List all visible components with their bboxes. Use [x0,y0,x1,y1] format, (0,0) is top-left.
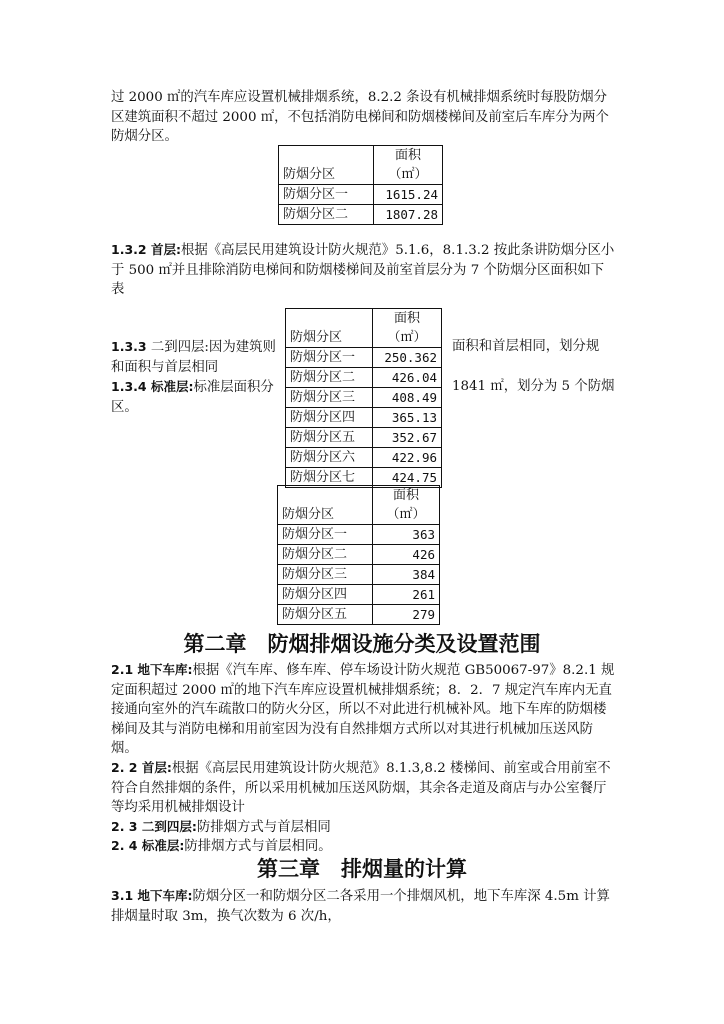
zone-area: 363 [373,525,440,545]
section-2-3 [111,817,616,838]
zone-name: 防烟分区四 [286,408,373,428]
zone-area: 422.96 [373,448,442,468]
section-1-3-4-left [111,377,279,417]
table-row [279,205,443,225]
section-text: 标准层面积分区。 [111,380,274,415]
table-header-area: 面积 [373,309,442,329]
zone-name: 防烟分区一 [278,525,373,545]
zone-name: 防烟分区三 [278,565,373,585]
section-text: 二到四层:因为建筑则和面积与首层相同 [111,340,276,375]
table-standard-floor-zones [277,485,440,625]
section-1-3-4-right: 1841 ㎡，划分为 5 个防烟 [452,379,615,394]
table-basement-zones [278,145,443,225]
table-header-unit: （㎡） [373,328,442,348]
table-row [278,605,440,625]
intro-paragraph: 过 2000 ㎡的汽车库应设置机械排烟系统，8.2.2 条设有机械排烟系统时每股防烟分区建筑面积不超过 2000 ㎡，不包括消防电梯间和防烟楼梯间及前室后车库分为两个防烟分区。 [111,90,609,145]
zone-name: 防烟分区一 [286,348,373,368]
zone-area: 424.75 [373,468,442,488]
zone-name: 防烟分区六 [286,448,373,468]
zone-name: 防烟分区五 [286,428,373,448]
section-text: 防排烟方式与首层相同 [196,820,331,835]
table-row [278,585,440,605]
section-label: 3.1 地下车库: [111,888,193,903]
section-text: 根据《高层民用建筑设计防火规范》5.1.6，8.1.3.2 按此条讲防烟分区小于 500 ㎡并且排除消防电梯间和防烟楼梯间及前室首层分为 7 个防烟分区面积如下表 [111,243,615,298]
zone-name: 防烟分区二 [278,545,373,565]
zone-area: 384 [373,565,440,585]
zone-name: 防烟分区七 [286,468,373,488]
zone-area: 352.67 [373,428,442,448]
section-label: 1.3.3 [111,339,147,354]
table-header-zone: 防烟分区 [286,309,373,348]
section-2-1 [111,660,616,759]
table-row [286,368,442,388]
zone-name: 防烟分区五 [278,605,373,625]
section-1-3-3-left [111,337,281,377]
zone-area: 365.13 [373,408,442,428]
table-row [278,525,440,545]
section-text: 根据《高层民用建筑设计防火规范》8.1.3,8.2 楼梯间、前室或合用前室不符合自然排烟的条件，所以采用机械加压送风防烟，其余各走道及商店与办公室餐厅等均采用机械排烟设计 [111,761,611,816]
zone-area: 426 [373,545,440,565]
section-label: 2. 3 二到四层: [111,819,197,834]
table-header-unit: （㎡） [374,165,443,185]
zone-name: 防烟分区四 [278,585,373,605]
section-text: 根据《汽车库、修车库、停车场设计防火规范 GB50067-97》8.2.1 规定面积超过 2000 ㎡的地下汽车库应设置机械排烟系统；8．2．7 规定汽车库内无直接通向室外的汽车疏散口的防火分区，所以不对此进行机械补风。地下车库的防烟楼梯间及其与消防电梯和用前室因为没有自然排烟方式所以对其进行机械加压送风防烟。 [111,663,615,757]
section-label: 1.3.4 标准层: [111,379,194,394]
table-row [286,448,442,468]
table-header-unit: （㎡） [373,505,440,525]
table-header-zone: 防烟分区 [278,486,373,525]
table-header-area: 面积 [373,486,440,506]
section-1-3-3-right: 面积和首层相同，划分规 [452,339,600,354]
table-header-zone: 防烟分区 [279,146,374,185]
zone-area: 1615.24 [374,185,443,205]
section-1-3-2 [111,240,616,300]
section-3-1 [111,886,616,926]
zone-name: 防烟分区二 [286,368,373,388]
section-label: 1.3.2 首层: [111,242,181,257]
table-ground-floor-zones [285,308,442,488]
table-header-area: 面积 [374,146,443,166]
zone-area: 279 [373,605,440,625]
table-row [286,408,442,428]
section-label: 2.1 地下车库: [111,662,193,677]
zone-name: 防烟分区一 [279,185,374,205]
table-row [278,545,440,565]
zone-name: 防烟分区二 [279,205,374,225]
section-text: 防排烟方式与首层相同。 [184,839,332,854]
section-text: 防烟分区一和防烟分区二各采用一个排烟风机，地下车库深 4.5m 计算排烟量时取 3m，换气次数为 6 次/h， [111,889,610,924]
section-label: 2. 2 首层: [111,760,172,775]
zone-area: 408.49 [373,388,442,408]
chapter-2-heading: 第二章 防烟排烟设施分类及设置范围 [183,632,541,656]
chapter-3-heading: 第三章 排烟量的计算 [257,857,467,881]
section-label: 2. 4 标准层: [111,838,185,853]
table-row [278,565,440,585]
table-row [286,428,442,448]
zone-name: 防烟分区三 [286,388,373,408]
table-row [286,388,442,408]
zone-area: 1807.28 [374,205,443,225]
zone-area: 250.362 [373,348,442,368]
section-2-2 [111,758,616,818]
table-row [286,348,442,368]
table-row [279,185,443,205]
zone-area: 426.04 [373,368,442,388]
zone-area: 261 [373,585,440,605]
